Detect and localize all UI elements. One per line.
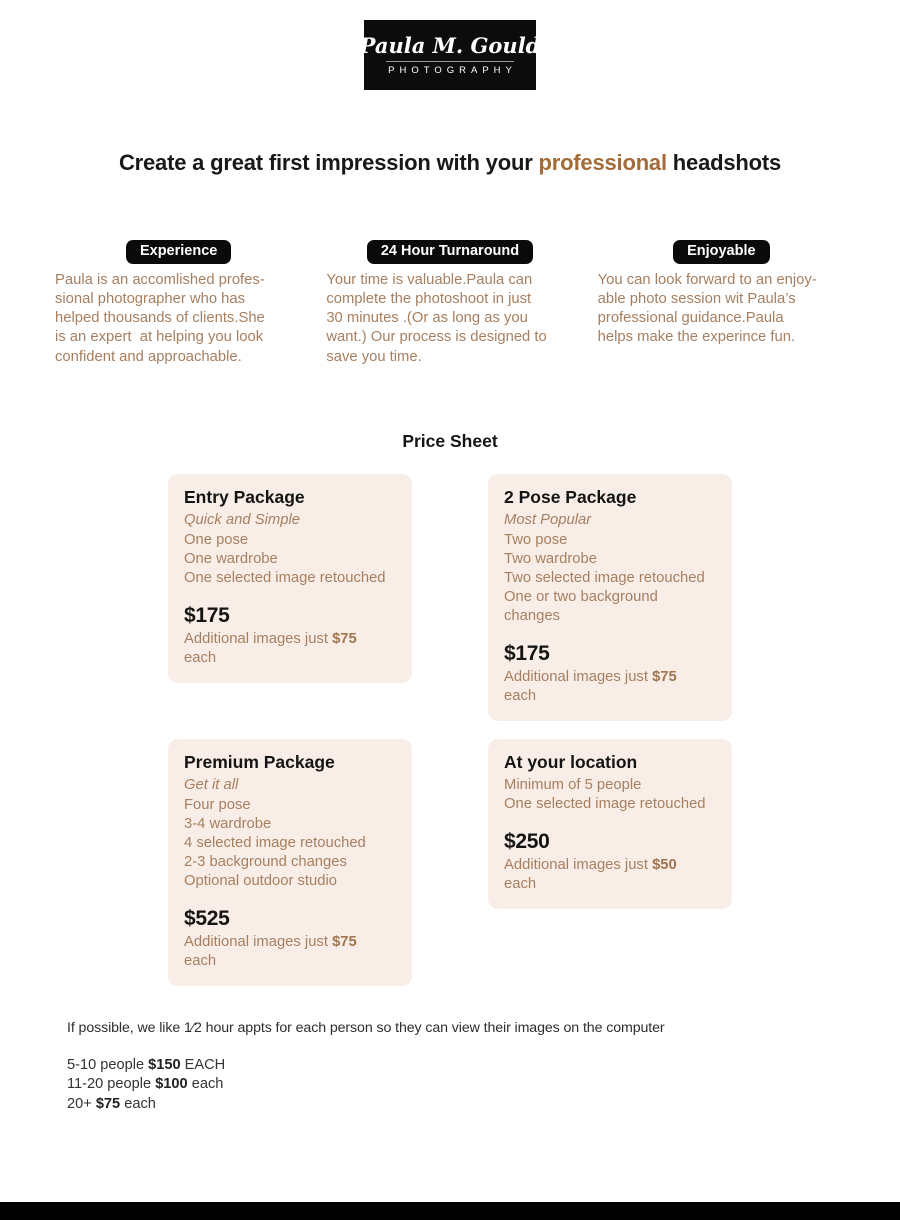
package-tagline: Get it all [184,776,239,793]
package-feature: One wardrobe [184,550,278,567]
enjoyable-badge: Enjoyable [673,240,770,264]
headline-pre: Create a great first impression with your [118,150,539,175]
package-additional: Additional images just $75 each [184,933,357,969]
package-feature: Two wardrobe [504,550,597,567]
group-rate-line: 20+ $75 each [67,1095,156,1112]
package-price: $175 [184,603,230,627]
card-entry-package [168,474,412,683]
package-price: $175 [504,641,550,665]
package-feature: 4 selected image retouched [184,834,366,851]
headline-post: headshots [666,150,782,175]
group-rate-line: 5-10 people $150 EACH [67,1056,226,1073]
feature-col-turnaround [326,240,573,367]
package-additional: Additional images just $75 each [184,630,357,666]
package-feature: 3-4 wardrobe [184,815,272,832]
package-title: At your location [504,751,638,772]
package-feature: One selected image retouched [504,795,706,812]
bottom-bar [0,1202,900,1220]
package-additional: Additional images just $50 each [504,856,677,892]
enjoyable-body: You can look forward to an enjoy- able photo session wit Paula’s professional guidance.Paula helps make the experince fun. [597,271,817,346]
logo-subtitle: PHOTOGRAPHY [388,64,517,76]
package-feature: Optional outdoor studio [184,872,338,889]
package-price: $525 [184,906,230,930]
package-title: 2 Pose Package [504,486,637,507]
card-at-your-location [488,739,732,909]
features-row [55,240,845,367]
package-feature: 2-3 background changes [184,853,347,870]
package-tagline: Most Popular [504,511,592,528]
group-rates [67,1056,900,1115]
logo-divider [386,61,514,62]
feature-col-experience [55,240,302,367]
package-feature: One or two background changes [504,588,658,624]
card-2-pose-package [488,474,732,721]
package-feature: Minimum of 5 people [504,776,642,793]
package-grid [0,474,900,986]
footer [67,1020,900,1115]
package-title: Premium Package [184,751,335,772]
experience-badge: Experience [126,240,231,264]
group-rate-line: 11-20 people $100 each [67,1076,224,1093]
price-sheet-title: Price Sheet [402,430,498,451]
headline-highlight: professional [538,150,667,175]
turnaround-badge: 24 Hour Turnaround [367,240,533,264]
page-title [0,150,900,176]
package-features [184,796,388,891]
package-feature: One pose [184,531,249,548]
feature-col-enjoyable [598,240,845,367]
package-feature: One selected image retouched [184,569,386,586]
package-additional: Additional images just $75 each [504,668,677,704]
package-feature: Four pose [184,796,251,813]
appointment-note: If possible, we like 1⁄2 hour appts for each person so they can view their images on the computer [67,1019,665,1036]
package-feature: Two selected image retouched [504,569,705,586]
logo-name: Paula M. Gould [359,32,541,58]
package-feature: Two pose [504,531,568,548]
package-title: Entry Package [184,486,305,507]
package-features [184,531,388,588]
package-features [504,531,708,626]
package-features [504,776,708,814]
package-price: $250 [504,829,550,853]
logo [359,20,541,90]
turnaround-body: Your time is valuable.Paula can complete the photoshoot in just 30 minutes .(Or as long as you want.) Our process is designed to save you time. [326,271,547,365]
experience-body: Paula is an accomlished profes- sional photographer who has helped thousands of clients.She is an expert at helping you look confident and approachable. [55,271,265,365]
package-tagline: Quick and Simple [184,511,300,528]
card-premium-package [168,739,412,986]
